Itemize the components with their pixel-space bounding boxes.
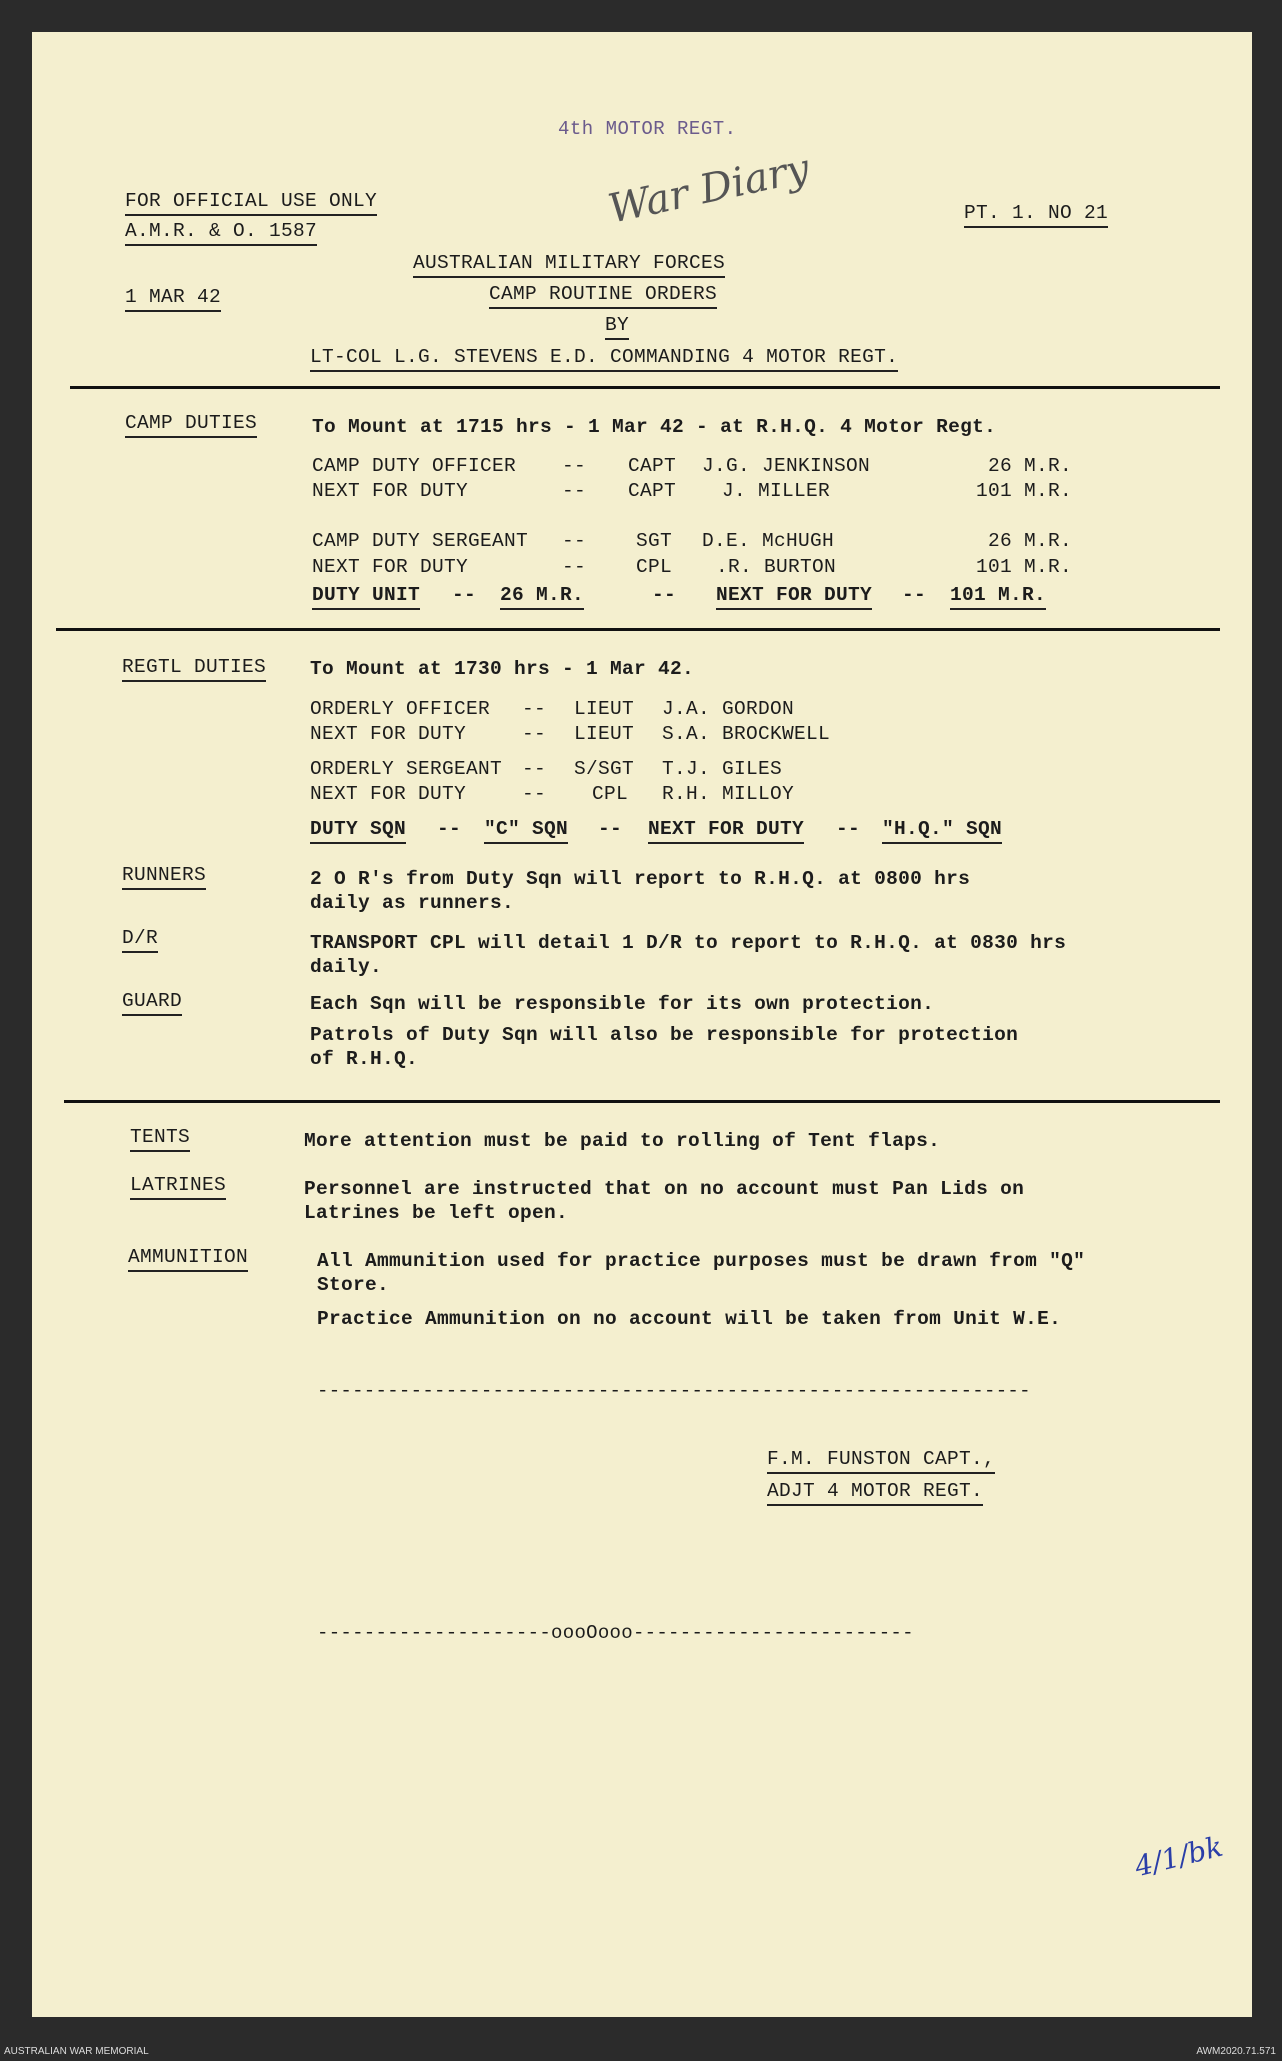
footer-left: AUSTRALIAN WAR MEMORIAL xyxy=(4,2046,149,2057)
camp-duties-intro: To Mount at 1715 hrs - 1 Mar 42 - at R.H.Q. 4 Motor Regt. xyxy=(312,416,997,438)
latrines-text-2: Latrines be left open. xyxy=(304,1202,569,1224)
regtl-duties-heading: REGTL DUTIES xyxy=(122,656,266,682)
camp-duties-heading: CAMP DUTIES xyxy=(125,412,257,438)
next-sqn-label: NEXT FOR DUTY xyxy=(648,818,804,844)
next-unit-label: NEXT FOR DUTY xyxy=(716,584,872,610)
document-page: 4th MOTOR REGT. War Diary FOR OFFICIAL USE ONLY A.M.R. & O. 1587 PT. 1. NO 21 1 MAR 42 AUSTRALIAN MILITARY FORCES CAMP ROUTINE ORDERS BY LT-COL L.G. STEVENS E.D. COMMANDING 4 MOTOR REGT. CAMP DUTIES To Mount at 1715 hrs - 1 Mar 42 - at R.H.Q. 4 Motor Regt. CAMP DUTY OFFICER -- CAPT J.G. JENKINSON 26 M.R. NEXT FOR DUTY -- CAPT J. MILLER 101 M.R. CAMP DUTY SERGEANT -- SGT D.E. McHUGH 26 M.R. NEXT FOR DUTY -- CPL .R. BURTON 101 M.R. DUTY UNIT -- 26 M.R. -- NEXT FOR DUTY -- 101 M.R. REGTL DUTIES To Mount at 1730 hrs - 1 Mar 42. ORDERLY OFFICER -- LIEUT J.A. GORDON NEXT FOR DUTY -- LIEUT S.A. BROCKWELL ORDERLY SERGEANT -- S/SGT T.J. GILES NEXT FOR DUTY -- CPL R.H. MILLOY DUTY SQN -- "C" SQN -- NEXT FOR DUTY -- "H.Q." SQN RUNNERS 2 O R's from Duty Sqn will report to R.H.Q. at 0800 hrs daily as runners. D/R TRANSPORT CPL will detail 1 D/R to report to R.H.Q. at 0830 hrs daily. GUARD Each Sqn will be responsible for its own protection. Patrols of Duty Sqn will also be responsible for protection of R.H.Q. TENTS More attention must be paid to rolling of Tent flaps. LATRINES Personnel are instructed that on no account must Pan Lids on Latrines be left open. AMMUNITION All Ammunition used for practice purposes must be drawn from "Q" Store. Practice Ammunition on no account will be taken from Unit W.E. ------------------------------------------------------------- F.M. FUNSTON CAPT., ADJT 4 MOTOR REGT. --------------------oooOooo------------------------ 4/1/bk xyxy=(32,32,1252,2017)
dr-text-2: daily. xyxy=(310,956,383,978)
tents-heading: TENTS xyxy=(130,1126,190,1152)
ammunition-text-2: Store. xyxy=(317,1274,390,1296)
signature-title: ADJT 4 MOTOR REGT. xyxy=(767,1480,983,1506)
duty-sqn-label: DUTY SQN xyxy=(310,818,406,844)
title-line-3: BY xyxy=(605,314,629,340)
ammunition-text-3: Practice Ammunition on no account will be taken from Unit W.E. xyxy=(317,1308,1062,1330)
guard-text-3: of R.H.Q. xyxy=(310,1048,419,1070)
amr-number: A.M.R. & O. 1587 xyxy=(125,220,317,246)
next-unit-value: 101 M.R. xyxy=(950,584,1046,610)
regtl-duties-intro: To Mount at 1730 hrs - 1 Mar 42. xyxy=(310,658,695,680)
dr-text-1: TRANSPORT CPL will detail 1 D/R to report to R.H.Q. at 0830 hrs xyxy=(310,932,1067,954)
duty-unit-value: 26 M.R. xyxy=(500,584,584,610)
latrines-text-1: Personnel are instructed that on no account must Pan Lids on xyxy=(304,1178,1025,1200)
runners-text-1: 2 O R's from Duty Sqn will report to R.H.Q. at 0800 hrs xyxy=(310,868,971,890)
order-date: 1 MAR 42 xyxy=(125,286,221,312)
runners-heading: RUNNERS xyxy=(122,864,206,890)
footer-right: AWM2020.71.571 xyxy=(1196,2046,1276,2057)
divider-2 xyxy=(56,628,1220,631)
ammunition-heading: AMMUNITION xyxy=(128,1246,248,1272)
guard-text-2: Patrols of Duty Sqn will also be responsible for protection xyxy=(310,1024,1019,1046)
handwritten-note: War Diary xyxy=(604,145,814,233)
divider-3 xyxy=(64,1100,1220,1103)
tents-text: More attention must be paid to rolling of Tent flaps. xyxy=(304,1130,941,1152)
signature-name: F.M. FUNSTON CAPT., xyxy=(767,1448,995,1474)
part-number: PT. 1. NO 21 xyxy=(964,202,1108,228)
dash-separator: ------------------------------------------------------------- xyxy=(317,1380,1031,1402)
guard-text-1: Each Sqn will be responsible for its own protection. xyxy=(310,993,935,1015)
ammunition-text-1: All Ammunition used for practice purposes must be drawn from "Q" xyxy=(317,1250,1086,1272)
title-line-2: CAMP ROUTINE ORDERS xyxy=(489,283,717,309)
runners-text-2: daily as runners. xyxy=(310,892,515,914)
divider-1 xyxy=(70,386,1220,389)
title-line-1: AUSTRALIAN MILITARY FORCES xyxy=(413,252,725,278)
duty-unit-label: DUTY UNIT xyxy=(312,584,420,610)
next-sqn-value: "H.Q." SQN xyxy=(882,818,1002,844)
guard-heading: GUARD xyxy=(122,990,182,1016)
dr-heading: D/R xyxy=(122,927,158,953)
official-use-label: FOR OFFICIAL USE ONLY xyxy=(125,190,377,216)
latrines-heading: LATRINES xyxy=(130,1174,226,1200)
end-separator: --------------------oooOooo------------------------ xyxy=(317,1622,914,1644)
archive-footer-bar xyxy=(0,2041,1282,2061)
handwritten-initials: 4/1/bk xyxy=(1131,1829,1227,1884)
duty-sqn-value: "C" SQN xyxy=(484,818,568,844)
title-line-4: LT-COL L.G. STEVENS E.D. COMMANDING 4 MOTOR REGT. xyxy=(310,346,898,372)
unit-stamp: 4th MOTOR REGT. xyxy=(558,118,737,140)
